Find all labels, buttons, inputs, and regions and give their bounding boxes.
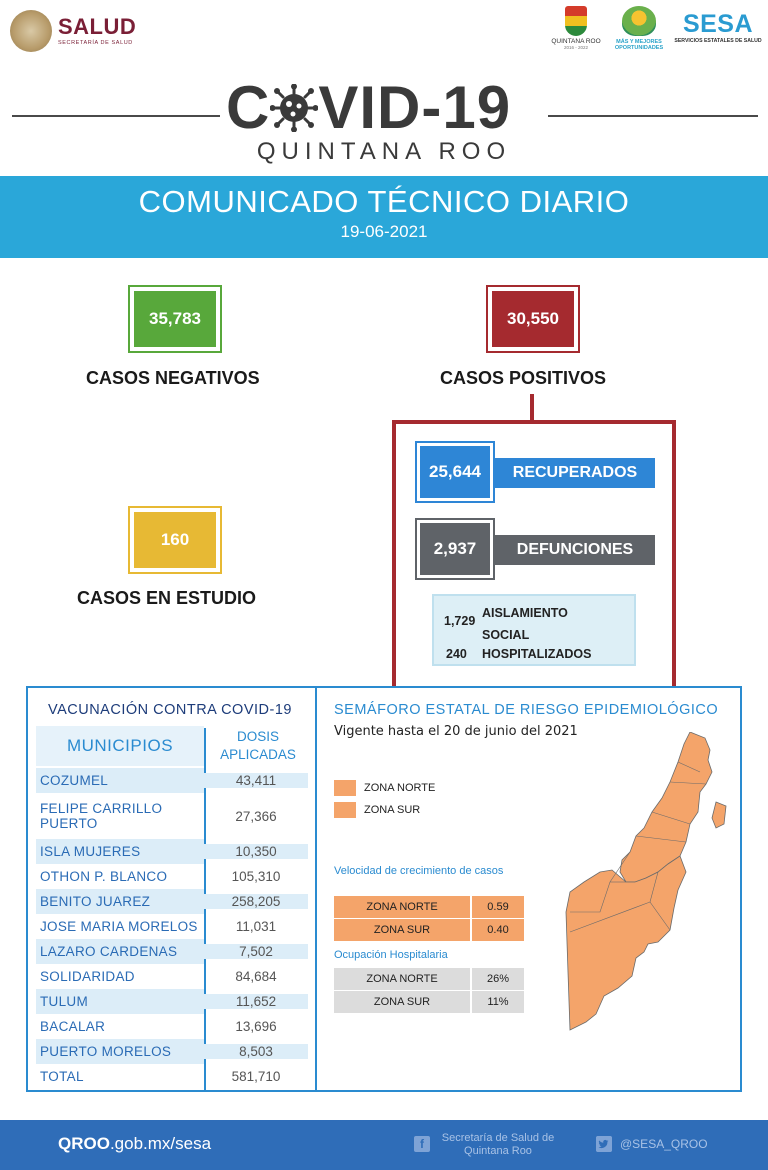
qroo-logo-name: QUINTANA ROO (551, 38, 601, 45)
ocupacion-valor: 26% (472, 968, 524, 990)
dosis-value: 581,710 (231, 1069, 281, 1084)
footer-url-bold: QROO (58, 1134, 110, 1153)
vacunacion-row (36, 889, 308, 914)
municipio-name: TOTAL (40, 1069, 84, 1084)
vacunacion-row (36, 793, 308, 839)
quintana-roo-map (540, 732, 740, 1032)
municipio-name: BACALAR (40, 1019, 106, 1034)
defunciones-value: 2,937 (420, 523, 490, 575)
ocupacion-title: Ocupación Hospitalaria (334, 949, 448, 961)
ocupacion-zona: ZONA NORTE (334, 968, 470, 990)
dosis-value: 13,696 (235, 1019, 277, 1034)
vacunacion-row (36, 864, 308, 889)
table-row (334, 919, 524, 941)
comunicado-heading: COMUNICADO TÉCNICO DIARIO (138, 184, 630, 219)
dosis-value: 11,652 (204, 994, 308, 1009)
defunciones-label: DEFUNCIONES (495, 535, 655, 565)
hospitalizados-value: 240 (446, 647, 467, 661)
legend-swatch (334, 780, 356, 796)
dosis-value: 105,310 (231, 869, 281, 884)
title-rule-right (548, 115, 758, 117)
vacunacion-row (36, 939, 308, 964)
sesa-logo-name: SESA (682, 10, 754, 38)
positivos-value: 30,550 (492, 291, 574, 347)
map-zona-norte (620, 732, 712, 882)
municipio-name: COZUMEL (36, 768, 204, 793)
recuperados-value: 25,644 (420, 446, 490, 498)
municipio-name: PUERTO MORELOS (36, 1039, 204, 1064)
covid-subtitle: QUINTANA ROO (256, 138, 512, 165)
aislamiento-hosp-box (432, 594, 636, 666)
table-row (334, 968, 524, 990)
ocupacion-zona: ZONA SUR (334, 991, 470, 1013)
ocupacion-table (334, 968, 524, 1014)
dosis-value: 84,684 (235, 969, 277, 984)
sesa-logo (672, 10, 764, 50)
velocidad-valor: 0.40 (472, 919, 524, 941)
municipio-name: FELIPE CARRILLO PUERTO (40, 801, 163, 831)
velocidad-zona: ZONA NORTE (334, 896, 470, 918)
dosis-value: 43,411 (204, 773, 308, 788)
recuperados-label: RECUPERADOS (495, 458, 655, 488)
salud-logo-name: SALUD (58, 14, 137, 39)
negativos-box (128, 285, 222, 353)
table-row (334, 896, 524, 918)
title-rule-left (12, 115, 220, 117)
velocidad-table (334, 896, 524, 942)
municipio-name: TULUM (36, 989, 204, 1014)
municipio-name: BENITO JUAREZ (36, 889, 204, 914)
vacunacion-row (36, 1039, 308, 1064)
dosis-value: 10,350 (204, 844, 308, 859)
positivos-box (486, 285, 580, 353)
vacunacion-title: VACUNACIÓN CONTRA COVID-19 (48, 702, 292, 718)
covid-title-right: VID-19 (318, 74, 512, 141)
municipio-name: SOLIDARIDAD (40, 969, 135, 984)
footer-url-rest: .gob.mx/sesa (109, 1134, 212, 1153)
covid-title (226, 76, 542, 140)
aislamiento-value: 1,729 (444, 614, 476, 628)
velocidad-title: Velocidad de crecimiento de casos (334, 865, 504, 877)
dosis-value: 11,031 (235, 919, 277, 934)
negativos-label: CASOS NEGATIVOS (86, 368, 260, 388)
twitter-icon[interactable] (596, 1136, 612, 1152)
legend-zona-sur (334, 802, 420, 818)
estudio-value: 160 (134, 512, 216, 568)
qroo-logo-years: 2016 - 2022 (563, 45, 589, 50)
footer-url[interactable] (58, 1134, 211, 1154)
vacunacion-row (36, 964, 308, 989)
facebook-icon[interactable]: f (414, 1136, 430, 1152)
table-row (334, 991, 524, 1013)
legend-swatch (334, 802, 356, 818)
covid-title-left: C (226, 74, 271, 141)
dosis-value: 258,205 (204, 894, 308, 909)
panel-divider (315, 688, 317, 1092)
mmo-line2: OPORTUNIDADES (614, 45, 664, 51)
oportunidades-logo (613, 6, 665, 58)
virus-icon (270, 84, 318, 132)
vacunacion-row (36, 1014, 308, 1039)
positivos-label: CASOS POSITIVOS (440, 368, 607, 388)
hospitalizados-label: HOSPITALIZADOS (482, 647, 592, 661)
vacunacion-table (36, 768, 308, 1089)
vacunacion-row (36, 768, 308, 793)
dosis-value: 27,366 (235, 808, 277, 824)
municipio-name: JOSE MARIA MORELOS (40, 919, 198, 934)
ocupacion-valor: 11% (472, 991, 524, 1013)
vacunacion-row (36, 1064, 308, 1089)
municipio-name: OTHON P. BLANCO (40, 869, 168, 884)
semaforo-vigente: Vigente hasta el 20 de junio del 2021 (334, 724, 578, 739)
negativos-value: 35,783 (134, 291, 216, 347)
vacunacion-row (36, 839, 308, 864)
dosis-value: 7,502 (204, 944, 308, 959)
comunicado-date: 19-06-2021 (340, 222, 428, 241)
vacunacion-row (36, 914, 308, 939)
legend-zona-norte (334, 780, 435, 796)
mmo-line1: MÁS Y MEJORES (616, 39, 662, 45)
estudio-box (128, 506, 222, 574)
defunciones-box (415, 518, 495, 580)
velocidad-valor: 0.59 (472, 896, 524, 918)
quintana-roo-shield-icon (565, 6, 587, 36)
comunicado-band (0, 176, 768, 258)
salud-logo (10, 10, 170, 54)
facebook-link[interactable]: Secretaría de Salud de Quintana Roo (441, 1132, 555, 1157)
positivos-connector (530, 394, 534, 422)
vacunacion-row (36, 989, 308, 1014)
recuperados-box (415, 441, 495, 503)
sesa-logo-sub: SERVICIOS ESTATALES DE SALUD (674, 38, 762, 44)
legend-label: ZONA SUR (364, 804, 421, 816)
municipio-name: LAZARO CARDENAS (36, 939, 204, 964)
twitter-handle[interactable]: @SESA_QROO (620, 1137, 708, 1151)
velocidad-zona: ZONA SUR (334, 919, 470, 941)
map-cozumel (712, 802, 726, 828)
legend-label: ZONA NORTE (364, 782, 436, 794)
footer (0, 1120, 768, 1170)
municipios-header: MUNICIPIOS (36, 726, 204, 766)
dosis-header: DOSIS APLICADAS (220, 729, 296, 762)
tree-icon (622, 6, 656, 36)
mexico-seal-icon (10, 10, 52, 52)
bottom-panel (26, 686, 742, 1092)
semaforo-title: SEMÁFORO ESTATAL DE RIESGO EPIDEMIOLÓGICO (334, 702, 719, 718)
estudio-label: CASOS EN ESTUDIO (77, 588, 257, 608)
dosis-value: 8,503 (204, 1044, 308, 1059)
municipio-name: ISLA MUJERES (36, 839, 204, 864)
quintana-roo-logo (547, 6, 605, 58)
salud-logo-sub: SECRETARÍA DE SALUD (58, 40, 133, 46)
aislamiento-label: AISLAMIENTO SOCIAL (482, 606, 568, 642)
